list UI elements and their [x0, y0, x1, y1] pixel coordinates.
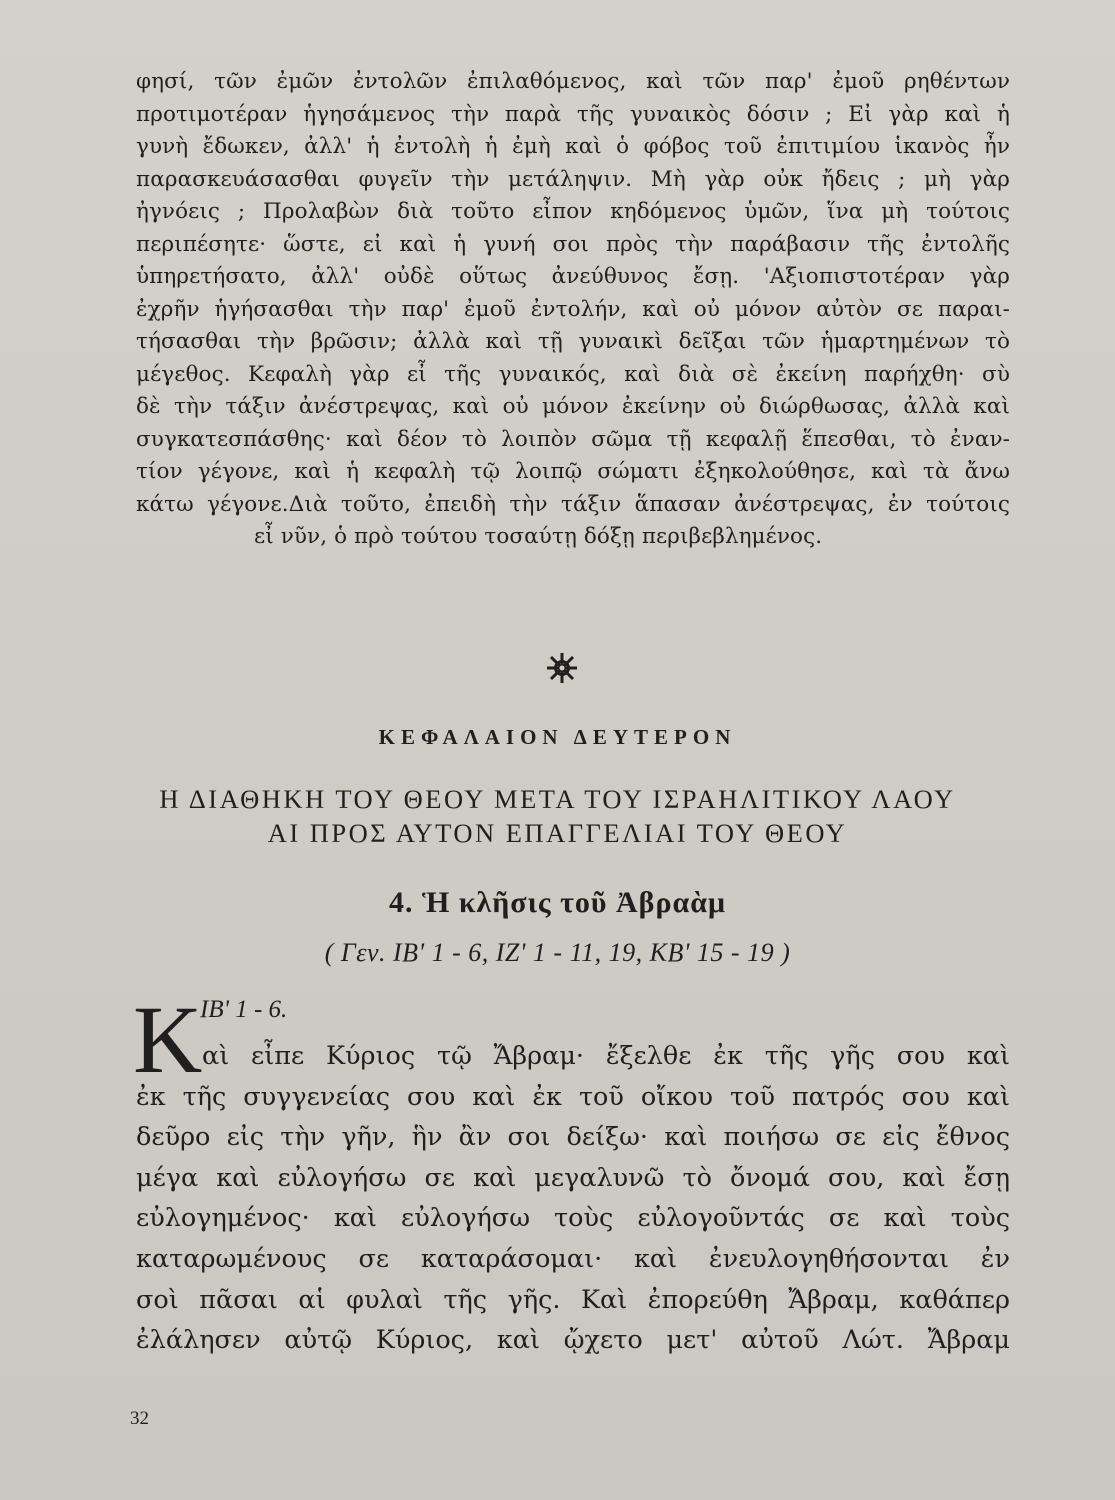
- text-line: ὑπηρετήσατο, ἀλλ' οὐδὲ οὕτως ἀνεύθυνος ἔσῃ. 'Αξιοπιστοτέραν γὰρ: [136, 264, 1010, 289]
- text-line: προτιμοτέραν ἡγησάμενος τὴν παρὰ τῆς γυναικὸς δόσιν ; Εἰ γὰρ καὶ ἡ: [136, 101, 1010, 127]
- drop-cap: Κ: [133, 986, 203, 1093]
- top-paragraph: [136, 66, 1010, 554]
- text-line: εὐλογημένος· καὶ εὐλογήσω τοὺς εὐλογοῦντάς σε καὶ τοὺς: [136, 1203, 1010, 1234]
- section-title: 4. Ἡ κλῆσις τοῦ Ἀβραὰμ: [389, 886, 726, 919]
- section-reference: ( Γεν. ΙΒ' 1 - 6, ΙΖ' 1 - 11, 19, ΚΒ' 15 - 19 ): [324, 938, 791, 967]
- text-line: σοὶ πᾶσαι αἱ φυλαὶ τῆς γῆς. Καὶ ἐπορεύθη Ἄβραμ, καθάπερ: [136, 1284, 1010, 1315]
- text-line: κάτω γέγονε.Διὰ τοῦτο, ἐπειδὴ τὴν τάξιν ἅπασαν ἀνέστρεψας, ἐν τούτοις: [136, 491, 1010, 517]
- text-line: καταρωμένους σε καταράσομαι· καὶ ἐνευλογηθήσονται ἐν: [136, 1243, 1010, 1274]
- text-line: παρασκευάσασθαι φυγεῖν τὴν μετάληψιν. Μὴ γὰρ οὐκ ἤδεις ; μὴ γὰρ: [136, 166, 1010, 192]
- page-number: 32: [130, 1408, 149, 1429]
- text-line: εἶ νῦν, ὁ πρὸ τούτου τοσαύτῃ δόξῃ περιβεβλημένος.: [254, 524, 823, 549]
- chapter-heading: ΚΕΦΑΛΑΙΟΝ ΔΕΥΤΕΡΟΝ: [378, 725, 737, 749]
- text-line: ἠγνόεις ; Προλαβὼν διὰ τοῦτο εἶπον κηδόμενος ὑμῶν, ἵνα μὴ τούτοις: [136, 199, 1010, 224]
- text-line: γυνὴ ἔδωκεν, ἀλλ' ἡ ἐντολὴ ἡ ἐμὴ καὶ ὁ φόβος τοῦ ἐπιτιμίου ἱκανὸς ἦν: [136, 134, 1010, 159]
- text-line: συγκατεσπάσθης· καὶ δέον τὸ λοιπὸν σῶμα τῇ κεφαλῇ ἕπεσθαι, τὸ ἐναν-: [136, 426, 1010, 452]
- main-paragraph: [136, 1036, 1010, 1361]
- cross-ornament-icon: [545, 651, 579, 685]
- text-line: φησί, τῶν ἐμῶν ἐντολῶν ἐπιλαθόμενος, καὶ τῶν παρ' ἐμοῦ ρηθέντων: [136, 69, 1010, 94]
- verse-reference: ΙΒ' 1 - 6.: [200, 996, 288, 1023]
- chapter-title-line: Η ΔΙΑΘΗΚΗ ΤΟΥ ΘΕΟΥ ΜΕΤΑ ΤΟΥ ΙΣΡΑΗΛΙΤΙΚΟΥ ΛΑΟΥ: [159, 784, 956, 814]
- chapter-title: [0, 782, 1115, 850]
- text-line: μέγα καὶ εὐλογήσω σε καὶ μεγαλυνῶ τὸ ὄνομά σου, καὶ ἔσῃ: [136, 1162, 1010, 1193]
- text-line: ἐκ τῆς συγγενείας σου καὶ ἐκ τοῦ οἴκου τοῦ πατρός σου καὶ: [136, 1081, 1010, 1112]
- chapter-title-line: ΑΙ ΠΡΟΣ ΑΥΤΟΝ ΕΠΑΓΓΕΛΙΑΙ ΤΟΥ ΘΕΟΥ: [267, 818, 848, 848]
- text-line: μέγεθος. Κεφαλὴ γὰρ εἶ τῆς γυναικός, καὶ διὰ σὲ ἐκείνη παρήχθη· σὺ: [136, 361, 1010, 387]
- text-line: τήσασθαι τὴν βρῶσιν; ἀλλὰ καὶ τῇ γυναικὶ δεῖξαι τῶν ἡμαρτημένων τὸ: [136, 329, 1010, 354]
- text-line: δὲ τὴν τάξιν ἀνέστρεψας, καὶ οὐ μόνον ἐκείνην οὐ διώρθωσας, ἀλλὰ καὶ: [136, 394, 1010, 419]
- text-line: δεῦρο εἰς τὴν γῆν, ἣν ἂν σοι δείξω· καὶ ποιήσω σε εἰς ἔθνος: [136, 1122, 1010, 1153]
- text-line: τίον γέγονε, καὶ ἡ κεφαλὴ τῷ λοιπῷ σώματι ἐξηκολούθησε, καὶ τὰ ἄνω: [136, 459, 1010, 484]
- text-line: ἐλάλησεν αὐτῷ Κύριος, καὶ ᾤχετο μετ' αὐτοῦ Λώτ. Ἄβραμ: [136, 1325, 1010, 1356]
- text-line: αὶ εἶπε Κύριος τῷ Ἄβραμ· ἔξελθε ἐκ τῆς γῆς σου καὶ: [202, 1041, 1010, 1071]
- text-line: ἐχρῆν ἡγήσασθαι τὴν παρ' ἐμοῦ ἐντολήν, καὶ οὐ μόνον αὐτὸν σε παραι-: [136, 296, 1010, 322]
- text-line: περιπέσητε· ὥστε, εἰ καὶ ἡ γυνή σοι πρὸς τὴν παράβασιν τῆς ἐντολῆς: [136, 231, 1010, 257]
